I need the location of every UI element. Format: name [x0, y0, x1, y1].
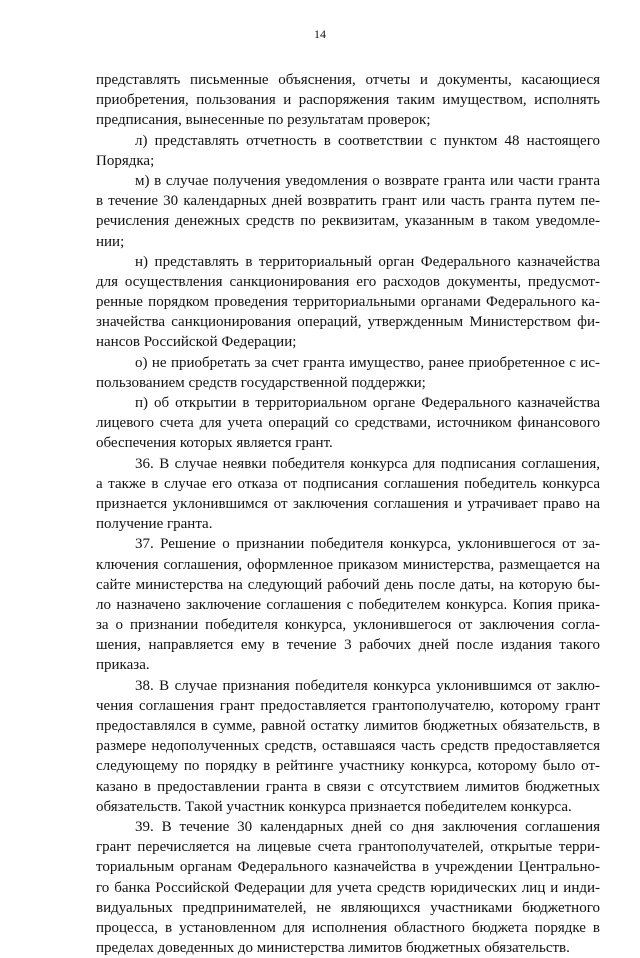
text-line: лицевого счета для учета операций со средствами, источником финансового	[96, 415, 600, 432]
text-line: для осуществления санкционирования его расходов документы, предусмот-	[96, 273, 600, 290]
text-line: ториальным органам Федерального казначейства в учреждении Центрально-	[96, 859, 600, 876]
text-line: в течение 30 календарных дней возвратить грант или часть гранта путем пе-	[96, 193, 600, 210]
text-line: предоставлялся в сумме, равной остатку лимитов бюджетных обязательств, в	[96, 718, 600, 734]
text-line: ло назначено заключение соглашения с победителем конкурса. Копия прика-	[96, 596, 600, 613]
text-line: 36. В случае неявки победителя конкурса для подписания соглашения,	[135, 455, 600, 472]
text-line: м) в случае получения уведомления о возврате гранта или части гранта	[135, 172, 600, 189]
text-line: п) об открытии в территориальном органе Федерального казначейства	[135, 395, 600, 411]
text-line: ренные порядком проведения территориальными органами Федерального ка-	[96, 294, 600, 311]
text-line: получение гранта.	[96, 516, 213, 533]
text-line: признается уклонившимся от заключения соглашения и утрачивает право на	[96, 495, 600, 512]
text-line: го банка Российской Федерации для учета средств юридических лиц и инди-	[96, 879, 600, 896]
text-line: приобретения, пользования и распоряжения таким имуществом, исполнять	[96, 92, 600, 109]
text-line: л) представлять отчетность в соответствии с пунктом 48 настоящего	[135, 132, 600, 149]
text-line: нансов Российской Федерации;	[96, 334, 297, 351]
text-line: 39. В течение 30 календарных дней со дня заключения соглашения	[135, 818, 600, 835]
text-line: размере недополученных средств, оставшаяся часть средств предоставляется	[96, 738, 600, 755]
text-line: Порядка;	[96, 152, 155, 169]
text-line: а также в случае его отказа от подписания соглашения победитель конкурса	[96, 475, 600, 492]
text-line: нии;	[96, 233, 125, 250]
text-line: обеспечения которых является грант.	[96, 435, 333, 452]
text-line: обязательств. Такой участник конкурса признается победителем конкурса.	[96, 798, 572, 815]
text-line: пределах доведенных до министерства лимитов бюджетных обязательств.	[96, 940, 570, 957]
text-line: значейства санкционирования операций, утвержденным Министерством фи-	[96, 314, 600, 331]
text-line: 38. В случае признания победителя конкурса уклонившимся от заклю-	[135, 677, 600, 694]
text-line: грант перечисляется на лицевые счета грантополучателей, открытые терри-	[96, 839, 600, 856]
text-line: приказа.	[96, 657, 150, 674]
text-line: предписания, вынесенные по результатам проверок;	[96, 112, 431, 129]
text-line: 37. Решение о признании победителя конкурса, уклонившегося от за-	[135, 536, 600, 553]
text-line: видуальных предпринимателей, не являющихся участниками бюджетного	[96, 899, 600, 916]
text-line: представлять письменные объяснения, отчеты и документы, касающиеся	[96, 72, 600, 88]
page-number: 14	[314, 27, 326, 41]
text-line: следующему по порядку в рейтинге участнику конкурса, которому было от-	[96, 758, 600, 775]
text-line: процесса, в установленном для исполнения областного бюджета порядке в	[96, 919, 600, 936]
text-line: за о признании победителя конкурса, уклонившегося от заключения согла-	[96, 617, 600, 634]
text-line: казано в предоставлении гранта в связи с отсутствием лимитов бюджетных	[96, 778, 600, 795]
text-line: о) не приобретать за счет гранта имущество, ранее приобретенное с ис-	[135, 354, 600, 371]
text-line: чения соглашения грант предоставляется грантополучателю, которому грант	[96, 697, 600, 714]
document-body	[96, 70, 600, 958]
text-line: речисления денежных средств по реквизитам, указанным в таком уведомле-	[96, 213, 600, 230]
text-line: пользованием средств государственной поддержки;	[96, 374, 426, 391]
text-line: шения, направляется ему в течение 3 рабочих дней после издания такого	[96, 637, 600, 654]
text-line: сайте министерства на следующий рабочий день после даты, на которую бы-	[96, 576, 600, 593]
text-line: н) представлять в территориальный орган Федерального казначейства	[135, 253, 600, 270]
text-line: ключения соглашения, оформленное приказом министерства, размещается на	[96, 556, 600, 573]
